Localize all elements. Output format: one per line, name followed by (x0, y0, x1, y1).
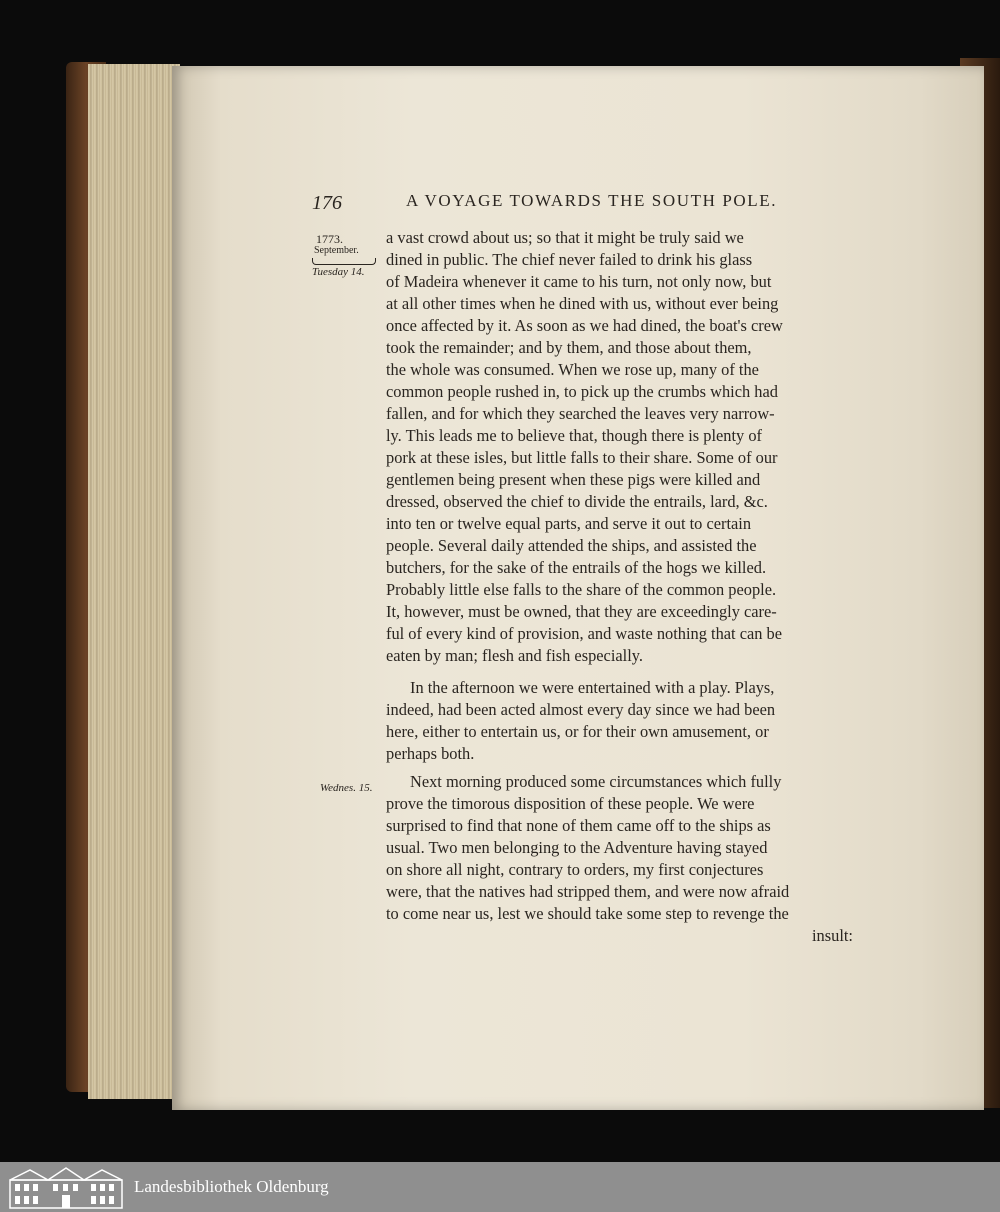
text-line: once affected by it. As soon as we had dined, the boat's crew (386, 316, 783, 335)
catchword: insult: (812, 926, 853, 945)
text-line: surprised to find that none of them came off to the ships as (386, 816, 771, 835)
text-line: into ten or twelve equal parts, and serve it out to certain (386, 514, 752, 533)
text-line: dressed, observed the chief to divide the entrails, lard, &c. (386, 492, 768, 511)
text-line: ful of every kind of provision, and waste nothing that can be (386, 624, 783, 643)
running-head: A VOYAGE TOWARDS THE SOUTH POLE. (406, 191, 778, 210)
text-line: prove the timorous disposition of these people. We were (386, 794, 755, 813)
text-line: to come near us, lest we should take some step to revenge the (386, 904, 789, 923)
text-line: a vast crowd about us; so that it might be truly said we (386, 228, 744, 247)
text-line: It, however, must be owned, that they are exceedingly care- (386, 602, 777, 621)
text-line: people. Several daily attended the ships, and assisted the (386, 536, 757, 555)
text-line: the whole was consumed. When we rose up, many of the (386, 360, 759, 379)
page-edges (88, 64, 180, 1099)
text-line: In the afternoon we were entertained with a play. Plays, (410, 678, 775, 697)
margin-date-wednesday: Wednes. 15. (320, 782, 373, 794)
margin-date-tuesday: Tuesday 14. (312, 266, 365, 278)
text-line: common people rushed in, to pick up the crumbs which had (386, 382, 778, 401)
page-number: 176 (312, 192, 342, 214)
text-line: of Madeira whenever it came to his turn, not only now, but (386, 272, 772, 291)
text-line: indeed, had been acted almost every day since we had been (386, 700, 776, 719)
margin-month: September. (314, 245, 359, 256)
text-line: gentlemen being present when these pigs were killed and (386, 470, 761, 489)
text-line: ly. This leads me to believe that, though there is plenty of (386, 426, 762, 445)
margin-brace (312, 258, 376, 265)
library-name: Landesbibliothek Oldenburg (134, 1177, 329, 1196)
text-line: Next morning produced some circumstances which fully (410, 772, 782, 791)
text-line: pork at these isles, but little falls to their share. Some of our (386, 448, 778, 467)
text-line: butchers, for the sake of the entrails of the hogs we killed. (386, 558, 767, 577)
text-line: were, that the natives had stripped them, and were now afraid (386, 882, 790, 901)
text-line: fallen, and for which they searched the leaves very narrow- (386, 404, 775, 423)
text-line: at all other times when he dined with us, without ever being (386, 294, 779, 313)
text-line: dined in public. The chief never failed to drink his glass (386, 250, 753, 269)
margin-year: 1773. (316, 232, 343, 246)
library-footer-bar (0, 1162, 1000, 1212)
text-line: eaten by man; flesh and fish especially. (386, 646, 643, 665)
text-line: perhaps both. (386, 744, 475, 763)
text-line: took the remainder; and by them, and those about them, (386, 338, 752, 357)
text-line: here, either to entertain us, or for their own amusement, or (386, 722, 769, 741)
text-line: usual. Two men belonging to the Adventure having stayed (386, 838, 768, 857)
text-line: Probably little else falls to the share of the common people. (386, 580, 777, 599)
library-building-logo-icon (8, 1166, 124, 1210)
text-line: on shore all night, contrary to orders, my first conjectures (386, 860, 764, 879)
